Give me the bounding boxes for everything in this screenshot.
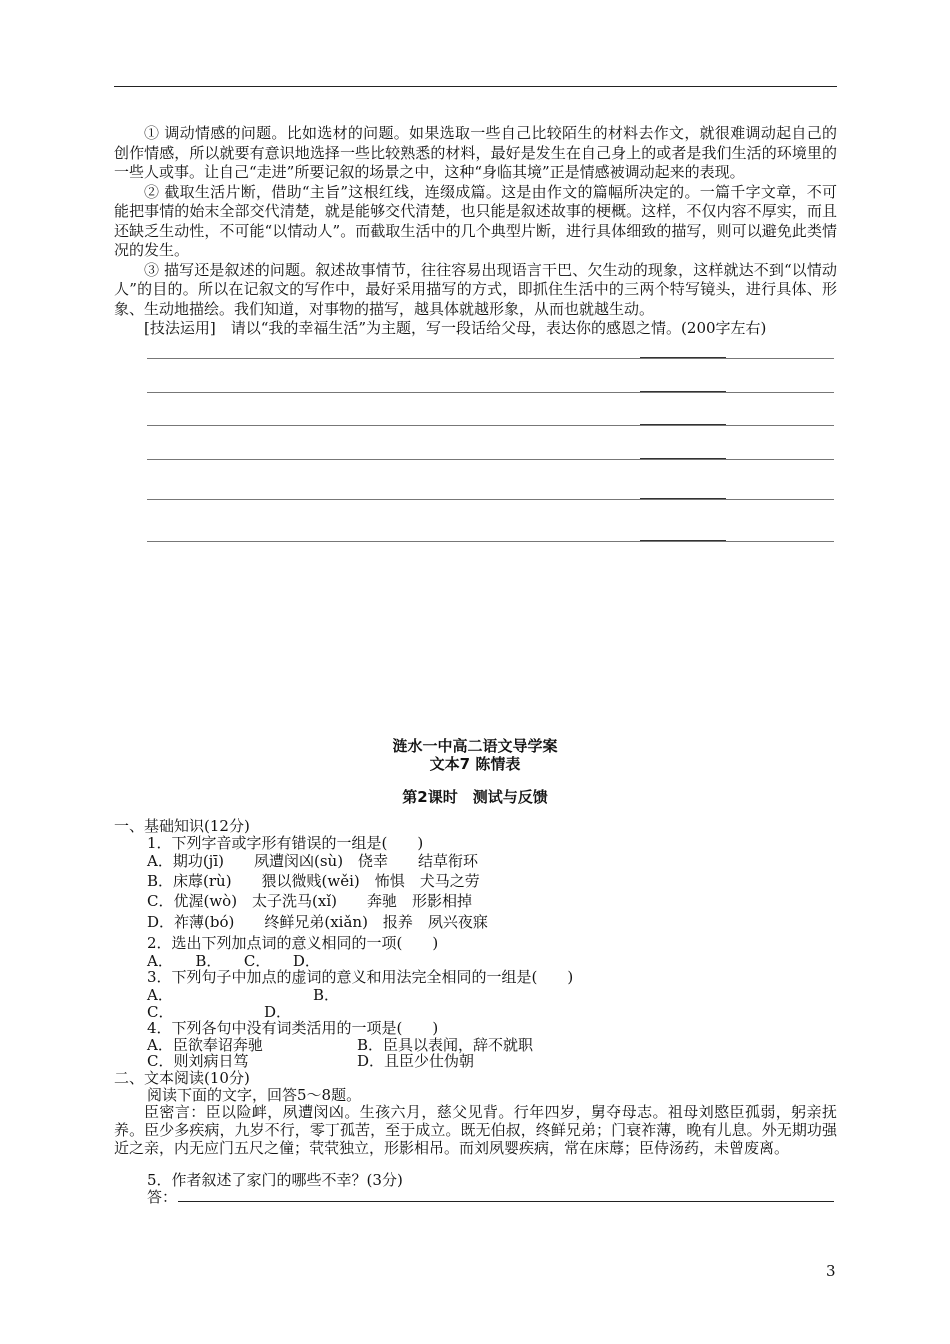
writing-line — [147, 358, 834, 359]
writing-line — [147, 459, 834, 460]
q4-option-c: C．则刘病日笃 — [147, 1052, 249, 1070]
q1-option-b: B．床蓐(rù) 猥以微贱(wěi) 怖惧 犬马之劳 — [147, 872, 480, 890]
question-5: 5．作者叙述了家门的哪些不幸？(3分) — [147, 1171, 403, 1189]
header-rule — [114, 86, 837, 87]
q4-option-a: A．臣欲奉诏奔驰 — [147, 1036, 263, 1054]
paragraph-2: ② 截取生活片断，借助“主旨”这根红线，连缀成篇。这是由作文的篇幅所决定的。一篇千字文章，不可能把事情的始末全部交代清楚，就是能够交代清楚，也只能是叙述故事的梗概。这样，不仅内容不厚实，而且还缺乏生动性，不可能“以情动人”。而截取生活中的几个典型片断，进行具体细致的描写，则可以避免此类情况的发生。 — [114, 182, 837, 259]
question-4: 4．下列各句中没有词类活用的一项是( ) — [147, 1019, 439, 1037]
q2-options: A． B． C． D． — [147, 952, 320, 970]
question-3: 3．下列句子中加点的虚词的意义和用法完全相同的一组是( ) — [147, 968, 574, 986]
q1-option-c: C．优渥(wò) 太子洗马(xǐ) 奔驰 形影相掉 — [147, 892, 473, 910]
q4-option-b: B．臣具以表闻，辞不就职 — [357, 1036, 534, 1054]
q1-option-d: D．祚薄(bó) 终鲜兄弟(xiǎn) 报养 夙兴夜寐 — [147, 913, 488, 931]
q3-option-b: B． — [313, 986, 340, 1004]
paragraph-1: ① 调动情感的问题。比如选材的问题。如果选取一些自己比较陌生的材料去作文，就很难调动起自己的创作情感，所以就要有意识地选择一些比较熟悉的材料，最好是发生在自己身上的或者是我们生活的环境里的一些人或事。让自己“走进”所要记叙的场景之中，这种“身临其境”正是情感被调动起来的表现。 — [114, 124, 837, 181]
question-1: 1．下列字音或字形有错误的一组是( ) — [147, 834, 424, 852]
passage-text: 臣密言：臣以险衅，夙遭闵凶。生孩六月，慈父见背。行年四岁，舅夺母志。祖母刘愍臣孤弱，躬亲抚养。臣少多疾病，九岁不行，零丁孤苦，至于成立。既无伯叔，终鲜兄弟；门衰祚薄，晚有儿息。外无期功强近之亲，内无应门五尺之僮；茕茕独立，形影相吊。而刘夙婴疾病，常在床蓐；臣侍汤药，未曾废离。 — [114, 1103, 837, 1157]
q3-option-a: A． — [147, 986, 173, 1004]
reading-passage — [114, 1103, 837, 1157]
technique-prompt: [技法运用] 请以“我的幸福生活”为主题，写一段话给父母，表达你的感恩之情。(200字左右) — [144, 319, 767, 337]
question-2: 2．选出下列加点词的意义相同的一项( ) — [147, 934, 439, 952]
text-title: 文本7 陈情表 — [429, 755, 521, 773]
writing-line — [147, 392, 834, 393]
answer-line[interactable] — [178, 1201, 834, 1202]
q3-option-c: C． — [147, 1003, 174, 1021]
writing-line — [147, 499, 834, 500]
q1-option-a: A．期功(jī) 夙遭闵凶(sù) 侥幸 结草衔环 — [147, 852, 479, 870]
method-section — [114, 124, 837, 339]
answer-label: 答： — [147, 1188, 178, 1206]
lesson-title: 第2课时 测试与反馈 — [402, 788, 548, 806]
writing-line — [147, 541, 834, 542]
writing-line — [147, 425, 834, 426]
page-number: 3 — [826, 1262, 836, 1280]
q3-option-d: D． — [264, 1003, 292, 1021]
section-2-title: 二、文本阅读(10分) — [114, 1069, 250, 1087]
section-1-title: 一、基础知识(12分) — [114, 817, 250, 835]
q4-option-d: D．且臣少仕伪朝 — [357, 1052, 475, 1070]
school-title: 涟水一中高二语文导学案 — [392, 737, 558, 755]
paragraph-3: ③ 描写还是叙述的问题。叙述故事情节，往往容易出现语言干巴、欠生动的现象，这样就达不到“以情动人”的目的。所以在记叙文的写作中，最好采用描写的方式，即抓住生活中的三两个特写镜头，进行具体、形象、生动地描绘。我们知道，对事物的描写，越具体就越形象，从而也就越生动。 — [114, 260, 837, 318]
reading-intro: 阅读下面的文字，回答5～8题。 — [147, 1086, 362, 1104]
